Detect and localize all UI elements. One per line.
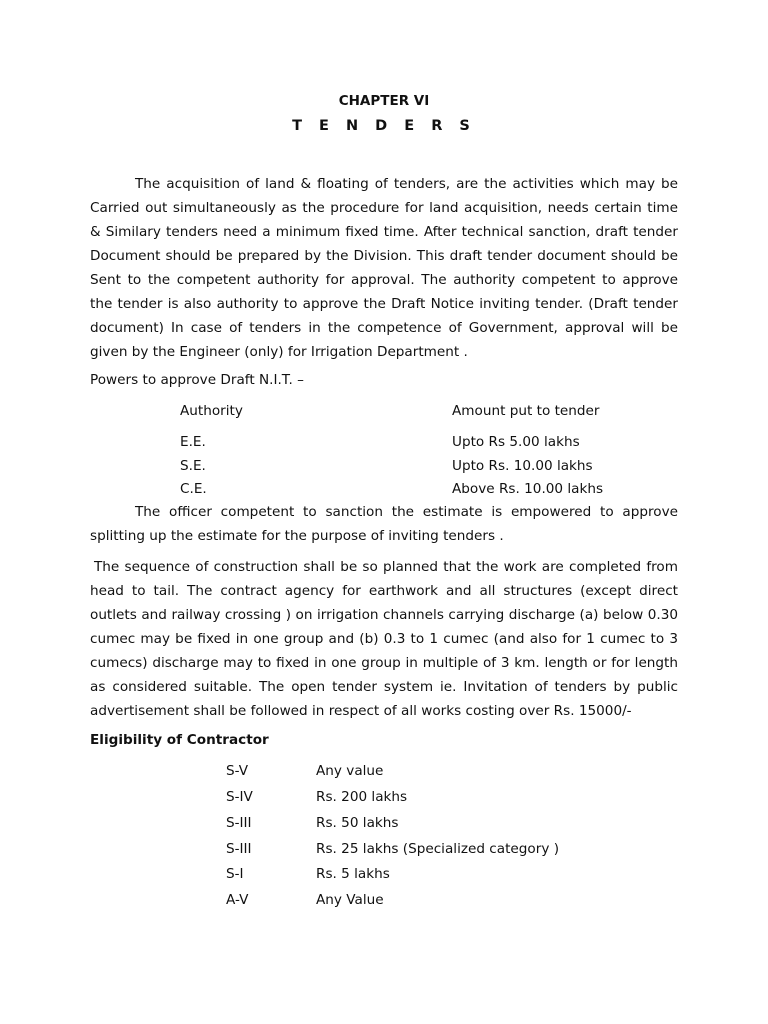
class-cell: S-IV xyxy=(226,789,253,805)
eligibility-heading: Eligibility of Contractor xyxy=(90,732,269,748)
limit-cell: Rs. 200 lakhs xyxy=(316,789,408,805)
authority-cell: S.E. xyxy=(180,458,206,474)
table-row xyxy=(0,789,768,811)
amount-cell: Above Rs. 10.00 lakhs xyxy=(452,481,604,497)
authority-cell: C.E. xyxy=(180,481,207,497)
table-row xyxy=(0,815,768,837)
splitting-paragraph: The officer competent to sanction the estimate is empowered to approve splitting up the estimate for the purpose of inviting tenders . xyxy=(90,504,678,544)
class-cell: S-V xyxy=(226,763,249,779)
amount-cell: Upto Rs 5.00 lakhs xyxy=(452,434,580,450)
authority-cell: E.E. xyxy=(180,434,206,450)
class-cell: A-V xyxy=(226,892,249,908)
limit-cell: Rs. 50 lakhs xyxy=(316,815,399,831)
powers-heading: Powers to approve Draft N.I.T. – xyxy=(90,372,304,388)
page-title: T E N D E R S xyxy=(292,118,476,134)
table-row xyxy=(0,841,768,863)
limit-cell: Rs. 25 lakhs (Specialized category ) xyxy=(316,841,559,857)
column-header-authority: Authority xyxy=(180,403,243,419)
chapter-heading: CHAPTER VI xyxy=(338,93,430,109)
class-cell: S-I xyxy=(226,866,244,882)
table-row xyxy=(0,866,768,888)
limit-cell: Any Value xyxy=(316,892,384,908)
class-cell: S-III xyxy=(226,841,252,857)
intro-paragraph: The acquisition of land & floating of tenders, are the activities which may be Carried out simultaneously as the procedure for land acquisition, needs certain time & Similary tenders need a minimum fixed time. After technical sanction, draft tender Document should be prepared by the Division. This draft tender document should be Sent to the competent authority for approval. The authority competent to approve the tender is also authority to approve the Draft Notice inviting tender. (Draft tender document) In case of tenders in the competence of Government, approval will be given by the Engineer (only) for Irrigation Department . xyxy=(90,176,678,360)
table-row xyxy=(0,434,768,456)
amount-cell: Upto Rs. 10.00 lakhs xyxy=(452,458,593,474)
column-header-amount: Amount put to tender xyxy=(452,403,600,419)
construction-paragraph: The sequence of construction shall be so planned that the work are completed from head to tail. The contract agency for earthwork and all structures (except direct outlets and railway crossing ) on irrigation channels carrying discharge (a) below 0.30 cumec may be fixed in one group and (b) 0.3 to 1 cumec (and also for 1 cumec to 3 cumecs) discharge may to fixed in one group in multiple of 3 km. length or for length as considered suitable. The open tender system ie. Invitation of tenders by public advertisement shall be followed in respect of all works costing over Rs. 15000/- xyxy=(90,559,678,719)
limit-cell: Rs. 5 lakhs xyxy=(316,866,390,882)
class-cell: S-III xyxy=(226,815,252,831)
table-row xyxy=(0,458,768,480)
table-row xyxy=(0,892,768,914)
limit-cell: Any value xyxy=(316,763,384,779)
powers-table-header xyxy=(0,403,768,425)
table-row xyxy=(0,763,768,785)
